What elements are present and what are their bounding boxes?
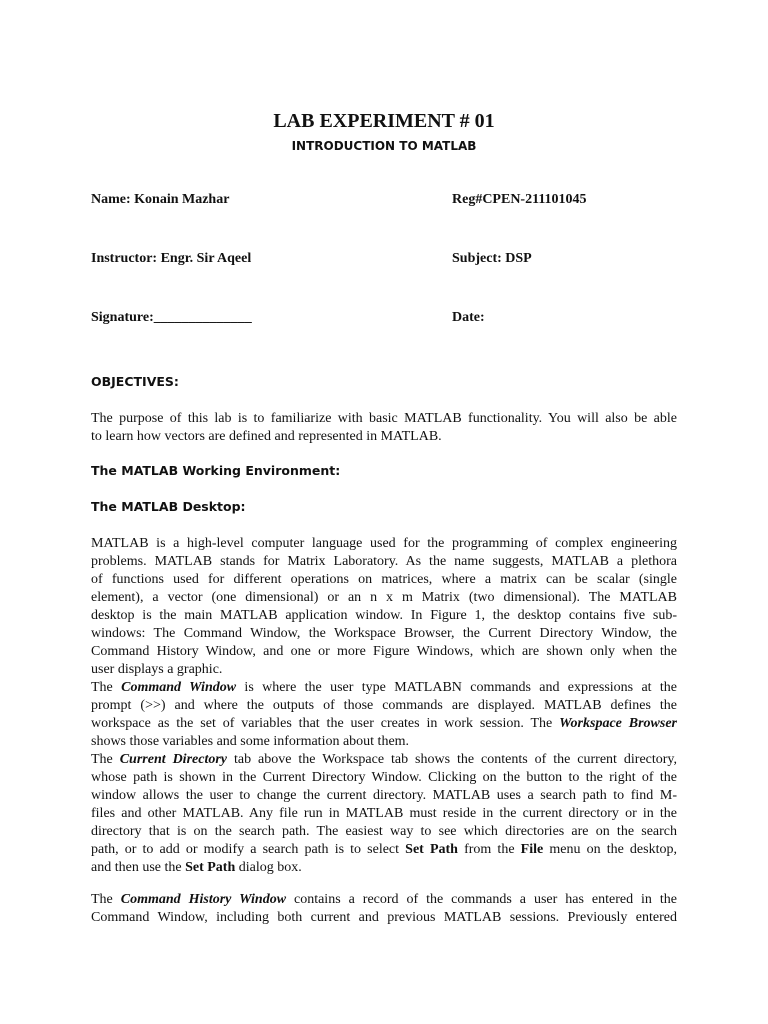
subject: Subject: DSP [452, 251, 532, 266]
text-run: workspace as the set of variables that the user creates in work session. The [91, 716, 560, 731]
body-line: problems. MATLAB stands for Matrix Laboratory. As the name suggests, MATLAB a plethora [91, 554, 677, 569]
body-line [91, 715, 677, 733]
body-line: prompt (>>) and where the outputs of those commands are displayed. MATLAB defines the [91, 698, 677, 713]
text-run: tab above the Workspace tab shows the contents of the current directory, [227, 752, 678, 767]
body-line: windows: The Command Window, the Workspace Browser, the Current Directory Window, the [91, 626, 677, 641]
date-field: Date: [452, 310, 485, 325]
body-line: MATLAB is a high-level computer language used for the programming of complex engineering [91, 536, 677, 551]
body-line: files and other MATLAB. Any file run in MATLAB must reside in the current directory or in the [91, 806, 677, 821]
emphasis-command-window: Command Window [121, 680, 237, 695]
page-subtitle: INTRODUCTION TO MATLAB [291, 139, 477, 153]
emphasis-command-history-window: Command History Window [120, 892, 287, 907]
text-run: menu on the desktop, [543, 842, 677, 857]
emphasis-current-directory: Current Directory [119, 752, 228, 767]
body-line: of functions used for different operations on matrices, where a matrix can be scalar (single [91, 572, 677, 587]
history-paragraph [91, 891, 677, 927]
text-run: The [91, 680, 122, 695]
body-paragraphs [91, 535, 677, 877]
text-run: path, or to add or modify a search path is to select [91, 842, 406, 857]
registration-number: Reg#CPEN-211101045 [452, 192, 587, 207]
objectives-paragraph [91, 410, 677, 446]
body-line: element), a vector (one dimensional) or an n x m Matrix (two dimensional). The MATLAB [91, 590, 677, 605]
instructor-name: Instructor: Engr. Sir Aqeel [91, 251, 252, 266]
student-name: Name: Konain Mazhar [91, 192, 230, 207]
page-title: LAB EXPERIMENT # 01 [273, 110, 495, 132]
body-line [91, 891, 677, 909]
body-line: whose path is shown in the Current Directory Window. Clicking on the button to the right of the [91, 770, 677, 785]
body-line: Command History Window, and one or more Figure Windows, which are shown only when the [91, 644, 677, 659]
body-line: directory that is on the search path. The easiest way to see which directories are on the search [91, 824, 677, 839]
signature-line: Signature:______________ [91, 310, 252, 325]
body-line [91, 841, 677, 859]
body-line: desktop is the main MATLAB application window. In Figure 1, the desktop contains five sub- [91, 608, 677, 623]
objectives-line: to learn how vectors are defined and represented in MATLAB. [91, 429, 442, 444]
emphasis-set-path: Set Path [405, 842, 458, 857]
emphasis-set-path: Set Path [185, 860, 236, 875]
text-run: dialog box. [235, 860, 302, 875]
body-line [91, 751, 677, 769]
text-run: The [91, 752, 120, 767]
body-line: Command Window, including both current and previous MATLAB sessions. Previously entered [91, 910, 677, 925]
text-run: is where the user type MATLABN commands and expressions at the [236, 680, 678, 695]
emphasis-workspace-browser: Workspace Browser [559, 716, 677, 731]
text-run: and then use the [91, 860, 186, 875]
desktop-heading: The MATLAB Desktop: [91, 499, 246, 514]
objectives-heading: OBJECTIVES: [91, 374, 179, 389]
emphasis-file: File [520, 842, 544, 857]
text-run: The [91, 892, 121, 907]
body-line: user displays a graphic. [91, 662, 223, 677]
body-line: window allows the user to change the current directory. MATLAB uses a search path to find M- [91, 788, 677, 803]
text-run: from the [457, 842, 521, 857]
environment-heading: The MATLAB Working Environment: [91, 463, 341, 478]
body-line [91, 679, 677, 697]
objectives-line: The purpose of this lab is to familiarize with basic MATLAB functionality. You will also be able [91, 411, 677, 426]
text-run: contains a record of the commands a user has entered in the [286, 892, 677, 907]
body-line: shows those variables and some information about them. [91, 734, 410, 749]
body-line [91, 859, 677, 877]
